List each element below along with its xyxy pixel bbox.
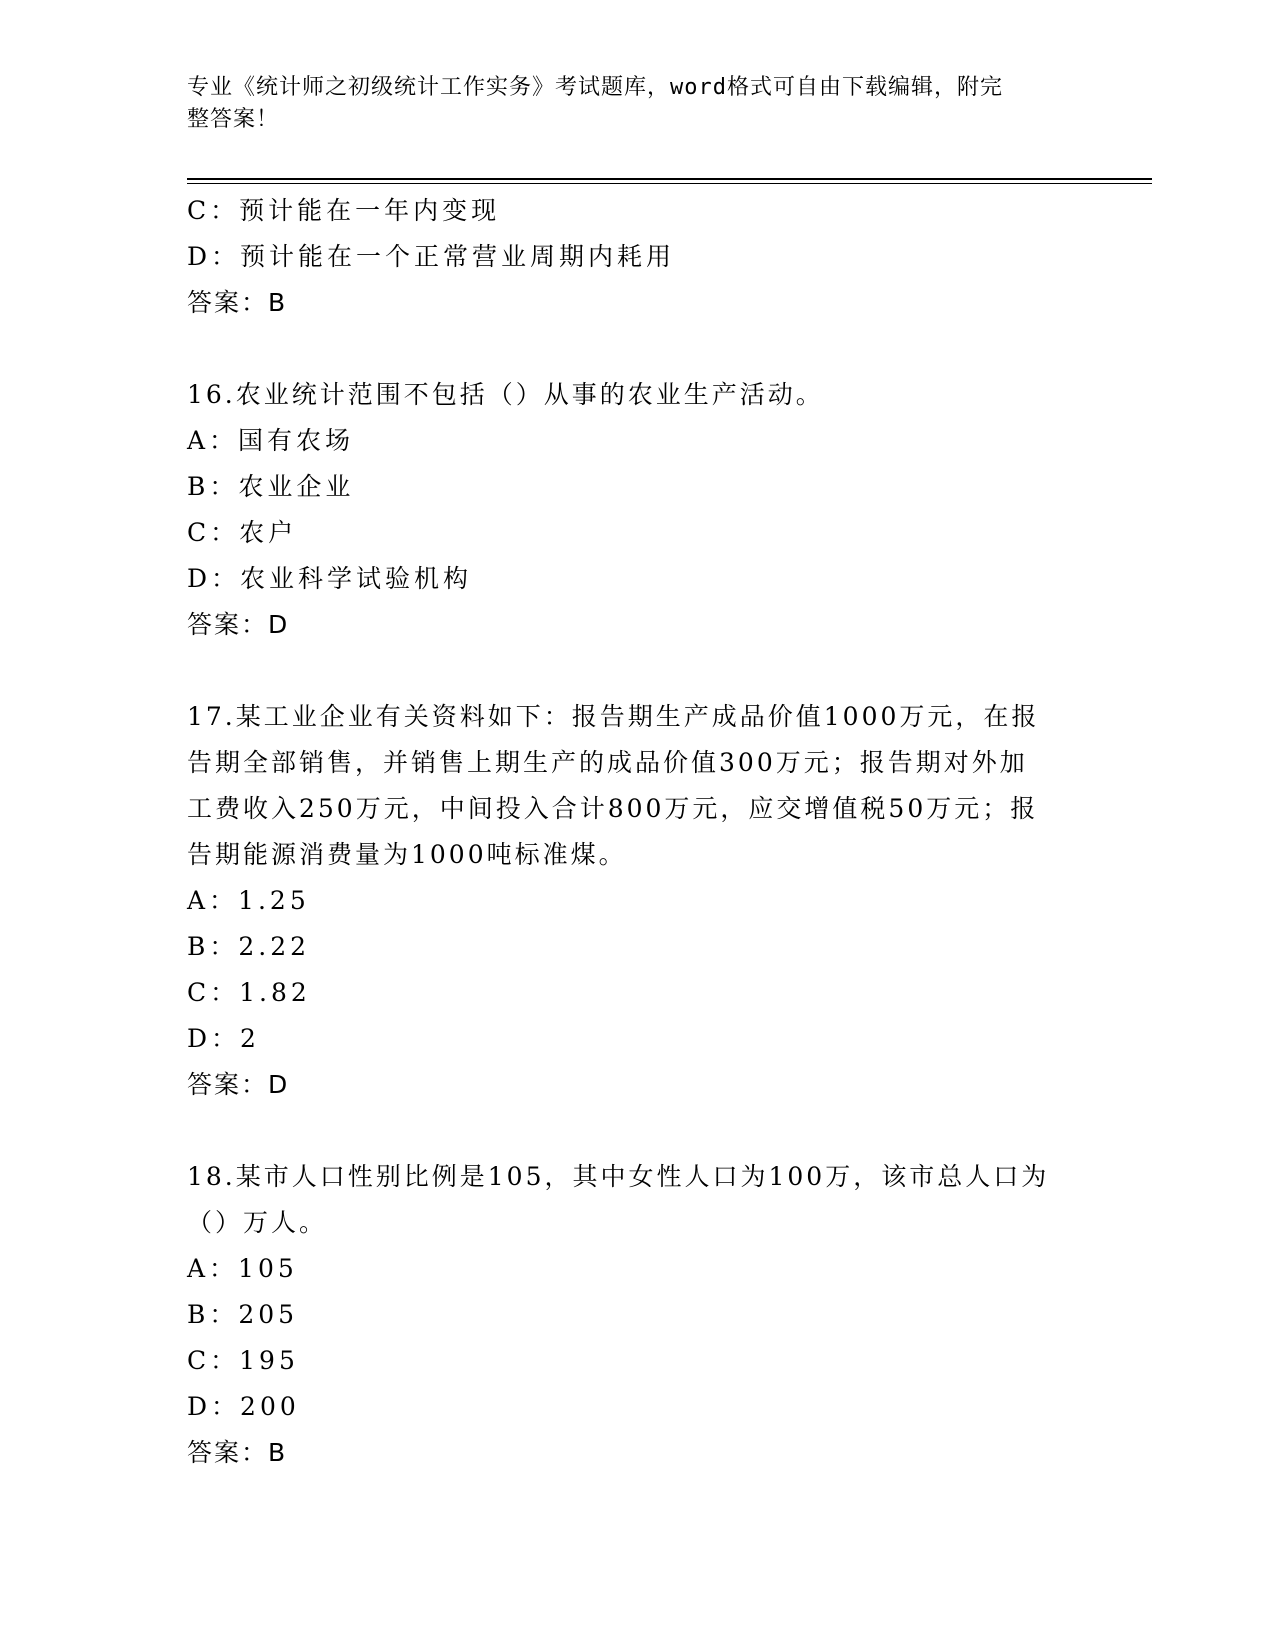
question-stem: 16.农业统计范围不包括（）从事的农业生产活动。 <box>187 380 824 409</box>
header-line-2: 整答案！ <box>187 107 280 132</box>
option-a: A：105 <box>187 1254 298 1283</box>
question-stem-line: 工费收入250万元，中间投入合计800万元，应交增值税50万元；报 <box>187 794 1039 823</box>
option-a: A：国有农场 <box>187 426 355 455</box>
answer-line: 答案：B <box>187 288 288 317</box>
option-a: A：1.25 <box>187 886 310 915</box>
header-line-1: 专业《统计师之初级统计工作实务》考试题库，word格式可自由下载编辑，附完 <box>187 75 1003 100</box>
question-16 <box>187 372 1087 648</box>
previous-question-tail <box>187 188 1087 326</box>
question-17 <box>187 694 1087 1108</box>
option-d: D：预计能在一个正常营业周期内耗用 <box>187 242 676 271</box>
question-stem-line: 告期能源消费量为1000吨标准煤。 <box>187 840 627 869</box>
option-b: B：2.22 <box>187 932 311 961</box>
option-d: D：2 <box>187 1024 260 1053</box>
option-c: C：1.82 <box>187 978 311 1007</box>
question-18 <box>187 1154 1087 1476</box>
option-c: C：预计能在一年内变现 <box>187 196 501 225</box>
header-rule-thin <box>187 183 1152 184</box>
option-c: C：农户 <box>187 518 298 547</box>
header-rule-thick <box>187 178 1152 180</box>
question-stem-line: 17.某工业企业有关资料如下：报告期生产成品价值1000万元，在报 <box>187 702 1040 731</box>
option-b: B：205 <box>187 1300 299 1329</box>
answer-line: 答案：D <box>187 610 290 639</box>
document-header <box>187 72 1067 136</box>
answer-line: 答案：B <box>187 1438 288 1467</box>
question-stem-line: 告期全部销售，并销售上期生产的成品价值300万元；报告期对外加 <box>187 748 1028 777</box>
question-stem-line: 18.某市人口性别比例是105，其中女性人口为100万，该市总人口为 <box>187 1162 1050 1191</box>
option-d: D：200 <box>187 1392 300 1421</box>
question-content <box>187 188 1087 1476</box>
option-d: D：农业科学试验机构 <box>187 564 473 593</box>
option-b: B：农业企业 <box>187 472 355 501</box>
answer-line: 答案：D <box>187 1070 290 1099</box>
option-c: C：195 <box>187 1346 299 1375</box>
question-stem-line: （）万人。 <box>187 1208 328 1237</box>
